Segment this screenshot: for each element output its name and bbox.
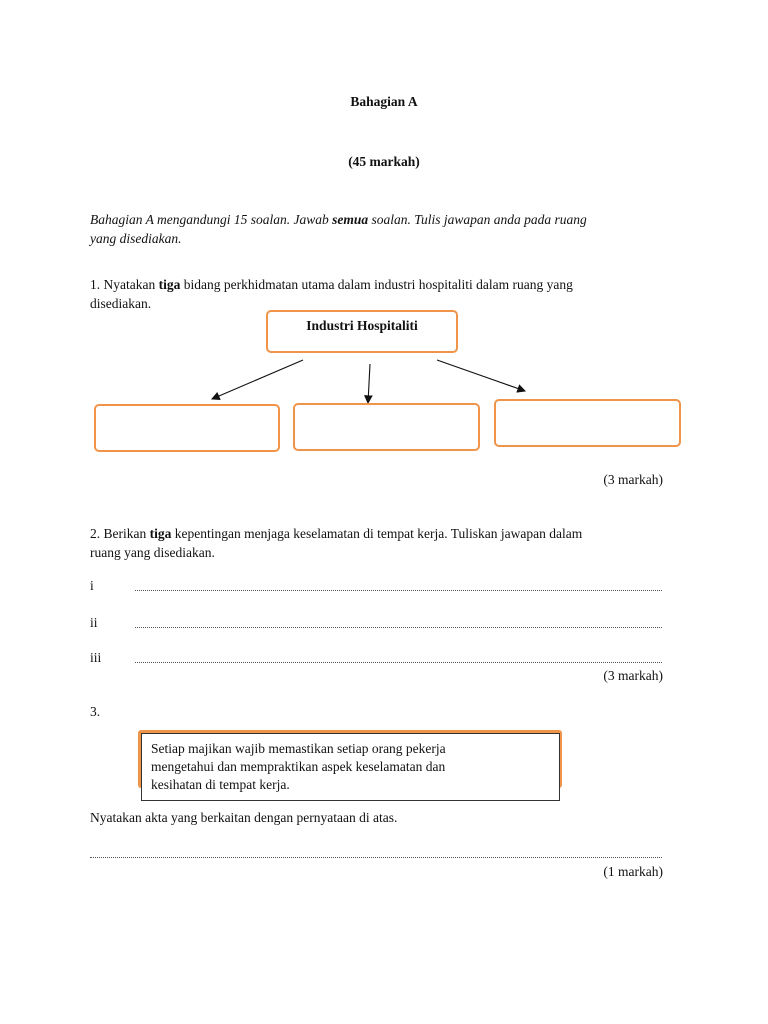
statement-line-3: kesihatan di tempat kerja. <box>151 777 290 792</box>
q2-answer-line-3[interactable] <box>135 662 662 663</box>
q2-post: kepentingan menjaga keselamatan di tempat kerja. Tuliskan jawapan dalam <box>171 526 583 541</box>
q2-pre: 2. Berikan <box>90 526 150 541</box>
q3-marks: (1 markah) <box>603 864 663 879</box>
q1-line-2: disediakan. <box>90 296 152 311</box>
answer-box-3[interactable] <box>494 399 681 447</box>
arrow-left <box>212 360 303 399</box>
q1-post: bidang perkhidmatan utama dalam industri hospitaliti dalam ruang yang <box>180 277 573 292</box>
instructions-text-2: soalan. Tulis jawapan anda pada ruang <box>368 212 587 227</box>
diagram-title: Industri Hospitaliti <box>306 318 418 333</box>
q2-item-label-1: i <box>90 578 94 593</box>
statement-box <box>141 733 560 801</box>
instructions-text-1: Bahagian A mengandungi 15 soalan. Jawab <box>90 212 333 227</box>
answer-box-2[interactable] <box>293 403 480 451</box>
q1-marks: (3 markah) <box>603 472 663 487</box>
q3-answer-line[interactable] <box>90 857 662 858</box>
q2-bold: tiga <box>149 526 172 541</box>
instructions-line-2: yang disediakan. <box>90 231 182 246</box>
question-2-text <box>90 524 690 562</box>
instructions-bold: semua <box>332 212 369 227</box>
q3-number: 3. <box>90 704 101 719</box>
answer-box-1[interactable] <box>94 404 280 452</box>
q1-bold: tiga <box>158 277 181 292</box>
section-title: Bahagian A <box>350 94 418 109</box>
q2-line-2: ruang yang disediakan. <box>90 545 215 560</box>
q3-question: Nyatakan akta yang berkaitan dengan pernyataan di atas. <box>90 810 398 825</box>
arrow-right <box>437 360 525 391</box>
q2-answer-line-1[interactable] <box>135 590 662 591</box>
statement-line-2: mengetahui dan mempraktikan aspek keselamatan dan <box>151 759 446 774</box>
q2-marks: (3 markah) <box>603 668 663 683</box>
q2-item-label-3: iii <box>90 650 102 665</box>
q2-answer-line-2[interactable] <box>135 627 662 628</box>
q2-item-label-2: ii <box>90 615 98 630</box>
statement-line-1: Setiap majikan wajib memastikan setiap orang pekerja <box>151 741 446 756</box>
arrow-middle <box>368 364 370 403</box>
section-marks: (45 markah) <box>348 154 420 169</box>
q1-pre: 1. Nyatakan <box>90 277 159 292</box>
